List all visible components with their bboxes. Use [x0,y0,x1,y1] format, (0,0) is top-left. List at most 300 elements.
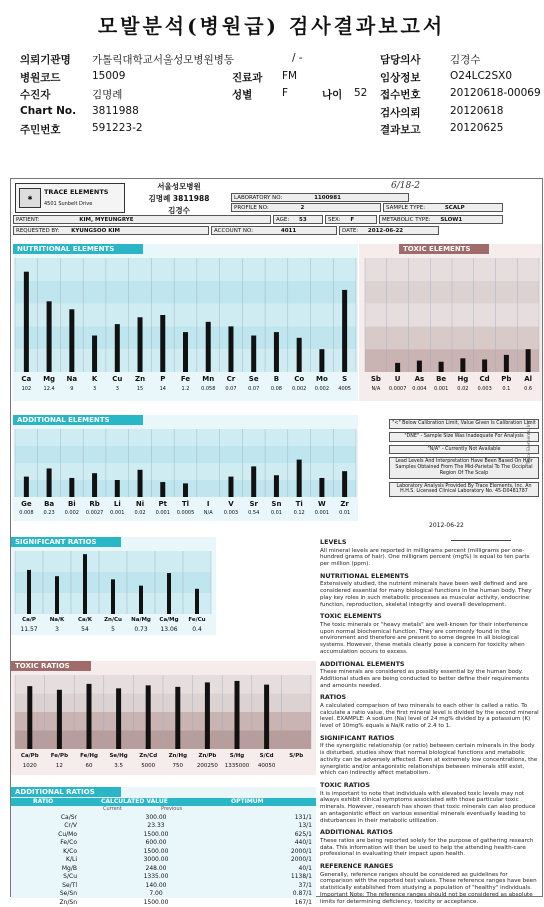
data-bar [460,358,465,372]
category-label: Na/K [49,617,65,623]
data-bar [297,338,302,372]
range-band [15,281,356,304]
header-key: 진료과 [232,71,263,84]
data-bar [297,460,302,497]
category-label: Mn [202,375,215,383]
value-label: 11.57 [20,626,38,633]
note-heading: TOXIC ELEMENTS [320,612,382,621]
data-bar [167,573,171,614]
category-label: Mo [316,375,328,383]
legend-box [389,419,539,524]
value-label: N/A [203,510,213,516]
additional-ratios-table [11,813,316,907]
data-bar [183,483,188,497]
ratio-name: Se/Sn [59,890,77,898]
ratio-row [11,847,316,856]
category-label: Na/Mg [131,617,151,623]
ratio-optimum: 131/1 [294,813,312,821]
ratio-optimum: 13/1 [298,822,312,830]
category-label: I [206,500,210,508]
header-value: O24LC2SX0 [450,69,513,82]
value-label: 0.0005 [176,510,195,516]
header-key: 성별 [232,89,253,102]
category-label: S [342,375,348,383]
header-key: 병원코드 [20,71,61,84]
range-band [15,429,356,446]
range-band [15,463,356,480]
value-label: 0.6 [524,386,533,392]
data-bar [92,473,97,497]
value-label: 0.73 [134,626,148,633]
field-label: AGE: [276,217,290,223]
data-bar [138,317,143,372]
category-label: Al [524,375,533,383]
ratio-value: 1335.00 [143,873,169,881]
value-label: 0.002 [292,386,307,392]
toxic-chart [359,244,542,401]
value-label: 0.001 [314,510,330,516]
category-label: Sb [370,375,381,383]
value-label: 200250 [196,763,218,769]
category-label: Ca [21,375,32,383]
value-label: 40050 [257,763,276,769]
data-bar [146,685,151,749]
value-label: 0.001 [433,386,449,392]
header-key: 나이 [322,89,343,102]
category-label: Pt [158,500,168,508]
value-label: 0.01 [270,510,283,516]
ratio-value: 600.00 [145,839,167,847]
category-label: Hg [457,375,469,383]
field-label: DATE: [342,228,359,234]
header-value: F [282,87,289,100]
data-bar [195,589,199,614]
stamp-line: 서울성모병원 [157,182,201,191]
value-label: 3 [55,626,59,633]
value-label: 13.06 [160,626,178,633]
toxic-section [359,244,542,401]
category-label: Fe [180,375,191,383]
field-label: LABORATORY NO: [234,195,283,201]
value-label: 54 [81,626,89,633]
category-label: As [414,375,425,383]
header-row [20,70,543,88]
header-value: 20120625 [450,122,504,135]
data-bar [83,554,87,614]
lab-no: 1100981 [314,195,341,201]
value-label: 0.003 [477,386,492,392]
data-bar [92,336,97,372]
header-key: 임상정보 [380,71,421,84]
stamp-line: 김명례 3811988 [148,194,210,203]
data-bar [69,309,74,372]
value-label: 0.02 [134,510,146,516]
additional-chart [13,415,358,521]
value-label: 12 [55,763,63,769]
legend-item: "DNE" - Sample Size Was Inadequate For Analysis [389,432,539,442]
ratio-row [11,856,316,865]
data-bar [274,332,279,372]
ratio-optimum: 40/1 [298,864,312,872]
section-title: TOXIC RATIOS [11,661,91,671]
category-label: Mg [43,375,56,383]
data-bar [116,688,121,749]
data-bar [395,363,400,372]
col-header: CALCULATED VALUE [101,798,168,805]
header-key: Chart No. [20,104,77,117]
category-label: S/Cd [259,753,274,759]
category-label: Li [113,500,121,508]
header-value: 김경수 [450,54,481,66]
field-label: REQUESTED BY: [16,228,60,234]
category-label: Ba [44,500,55,508]
ratio-name: Cr/V [64,822,77,830]
section-title: ADDITIONAL ELEMENTS [13,415,143,425]
header-value: 가톨릭대학교서울성모병원병동 [92,54,235,66]
value-label: 12.4 [43,386,55,392]
value-label: 5000 [141,763,156,769]
note-heading: NUTRITIONAL ELEMENTS [320,571,409,580]
category-label: Sr [249,500,258,508]
note-text: Generally, reference ranges should be considered as guidelines for comparison with the reported test values. These reference ranges have been statistically established from studying a population of "healthy" individuals. Important Note: The reference ranges should not be considered as absolute limits for determining deficiency, toxicity or acceptance. [320,871,537,905]
additional-section [13,415,358,521]
sub-header: Current [103,806,122,812]
data-bar [319,349,324,372]
header-value: / - [292,52,303,64]
ratio-optimum: 2000/1 [290,856,312,864]
account-no: 4011 [280,228,297,234]
note-text: It is important to note that individuals with elevated toxic levels may not always exhibit clinical symptoms associated with those particular toxic minerals. However, research has shown that toxic minerals can also produce an antagonistic effect on various essential minerals eventually leading to disturbances in their metabolic utilization. [320,790,536,824]
data-bar [526,349,531,372]
category-label: Cd [479,375,490,383]
value-label: 0.02 [457,386,469,392]
value-label: 750 [172,763,184,769]
ratio-row [11,813,316,822]
col-header: RATIO [33,798,54,805]
ratio-value: 300.00 [145,813,167,821]
category-label: S/Hg [229,753,245,759]
ratio-row [11,890,316,899]
handwritten-date: 6/18-2 [391,181,420,191]
toxic-ratios-chart [11,661,316,775]
category-label: K [91,375,98,383]
note-text: All mineral levels are reported in milligrams percent (milligrams per one-hundred grams of hair). One milligram percent (mg%) is equal to ten parts per million (ppm). [320,547,530,568]
data-bar [55,576,59,614]
data-bar [482,359,487,372]
category-label: Fe/Cu [188,617,206,623]
section-title: NUTRITIONAL ELEMENTS [13,244,143,254]
data-bar [47,468,52,497]
data-bar [228,326,233,372]
ratio-row [11,830,316,839]
data-bar [27,686,32,749]
data-bar [228,477,233,497]
metabolic-type: SLOW1 [440,217,463,223]
ratio-row [11,898,316,907]
data-bar [138,470,143,497]
data-bar [251,336,256,372]
header-key: 결과보고 [380,124,421,137]
value-label: 0.002 [64,510,79,516]
ratio-optimum: 0.87/1 [292,890,312,898]
data-bar [251,466,256,497]
data-bar [205,682,210,749]
category-label: Tl [181,500,190,508]
note-text: These ratios are being reported solely for the purpose of gathering research data. This information will then be used to help the attending health-care professional in evaluating their impact upon health. [320,837,534,858]
range-band [15,551,211,572]
sample-type: SCALP [444,205,465,211]
header-row [20,105,543,123]
sub-header: Previous [161,806,183,812]
value-label: 15 [136,386,144,392]
ratio-value: 7.00 [149,890,163,898]
value-label: 0.1 [502,386,511,392]
category-label: Cr [226,375,236,383]
value-label: 0.0007 [388,386,407,392]
data-bar [27,570,31,614]
header-value: 52 [354,87,368,100]
lab-logo-sub: 4501 Sunbelt Drive [44,201,93,207]
category-label: Zn [135,375,146,383]
legend-item: Laboratory Analysis Provided By Trace Elements, Inc. An H.H.S. Licensed Clinical Laboratory No. 45-D0481787 [389,482,539,498]
header-value: 3811988 [92,104,139,117]
ratio-name: Fe/Co [60,839,77,847]
category-label: Be [436,375,447,383]
notes-column [320,534,540,905]
value-label: 0.07 [225,386,237,392]
ratio-name: S/Cu [63,873,77,881]
value-label: 0.23 [43,510,55,516]
patient-sex: F [350,217,355,223]
value-label: 0.54 [248,510,260,516]
data-bar [183,332,188,372]
header-key: 의뢰기관명 [20,54,71,66]
ratio-name: K/Li [66,856,77,864]
header-key: 주민번호 [20,124,61,137]
ratio-row [11,881,316,890]
data-bar [111,579,115,614]
data-bar [160,482,165,497]
nutritional-section [13,244,358,401]
ratio-name: Zn/Sn [59,898,77,906]
ratio-row [11,873,316,882]
header-key: 담당의사 [380,54,421,66]
header-value: 20120618-00069 [450,87,541,100]
value-label: 3.5 [114,763,123,769]
note-text: The toxic minerals or "heavy metals" are well-known for their interference upon normal biochemical function. They are commonly found in the environment and therefore are present to some degree in all biological systems. However, these metals clearly pose a concern for toxicity when accumulation occurs to excess. [320,621,529,655]
lab-logo-icon: ✱ [19,188,41,208]
ratio-value: 1500.00 [143,898,169,906]
section-title: ADDITIONAL RATIOS [11,787,121,797]
category-label: S/Pb [289,753,304,759]
header-row [20,87,543,105]
category-label: Fe/Pb [50,753,69,759]
note-text: Extensively studied, the nutrient minerals have been well defined and are considered essential for many biological functions in the human body. They play key roles in such metabolic processes as muscular activity, endocrine function, reproduction, skeletal integrity and overall development. [320,581,532,608]
nutritional-chart [13,244,358,401]
note-heading: ADDITIONAL RATIOS [320,828,393,837]
ratio-value: 248.00 [145,864,167,872]
data-bar [342,471,347,497]
lab-report-sheet [10,178,543,906]
note-text: A calculated comparison of two minerals to each other is called a ratio. To calculate a ratio value, the first mineral level is divided by the second mineral level. EXAMPLE: A sodium (Na) level of 24 mg% divided by a potassium (K) level of 10mg% equals a Na/K ratio of 2.4 to 1. [320,702,539,730]
category-label: Rb [89,500,100,508]
value-label: 14 [159,386,166,392]
header-value: 20120618 [450,104,504,117]
patient-name: KIM, MYEUNGRYE [79,217,134,223]
note-heading: TOXIC RATIOS [320,781,370,789]
ratio-optimum: 167/1 [294,898,312,906]
value-label: 0.4 [192,626,202,633]
category-label: Zn/Cu [104,617,122,623]
category-label: Ca/P [22,617,36,623]
data-bar [504,355,509,372]
note-text: These minerals are considered as possibly essential by the human body. Additional studies are being conducted to better define their requirements and amounts needed. [320,669,529,689]
data-bar [57,690,62,749]
value-label: 60 [85,763,93,769]
field-label: PATIENT: [16,217,40,223]
header-value: 15009 [92,69,126,82]
category-label: U [394,375,401,383]
data-bar [417,361,422,372]
category-label: Bi [67,500,76,508]
range-band [15,446,356,463]
field-label: SAMPLE TYPE: [386,205,426,211]
category-label: Zn/Cd [139,753,158,759]
data-bar [264,685,269,749]
ratio-row [11,864,316,873]
ratio-row [11,822,316,831]
data-bar [206,322,211,372]
note-text: If the synergistic relationship (or ratio) between certain minerals in the body is disturbed, studies show that normal biological functions and metabolic activity can be adversely affected. Even at extremely low concentrations, the synergistic and/or antagonistic relationships between minerals still exist, which can indirectly affect metabolism. [320,743,538,777]
data-bar [24,477,29,497]
data-bar [439,362,444,372]
value-label: 0.07 [248,386,260,392]
value-label: 0.01 [339,510,351,516]
note-heading: LEVELS [320,538,347,546]
ratio-table-header [11,798,316,806]
requested-by: KYUNGSOO KIM [71,228,120,234]
value-label: 0.002 [314,386,330,392]
legend-date: 2012-06-22 [429,522,464,529]
data-bar [342,290,347,372]
ratio-value: 23.33 [147,822,165,830]
col-header: OPTIMUM [231,798,264,805]
field-label: METABOLIC TYPE: [382,217,431,223]
value-label: 0.001 [155,510,170,516]
category-label: Pb [501,375,512,383]
ratio-name: Mg/B [61,864,77,872]
legend-item: "N/A" - Currently Not Available [389,445,539,455]
additional-ratios-section [11,787,316,906]
patient-info-grid [11,193,544,241]
value-label: 102 [21,386,32,392]
header-value: 591223-2 [92,122,143,135]
profile-no: 2 [300,205,305,211]
data-bar [69,478,74,497]
ratio-name: K/Co [63,847,77,855]
legend-item: Lead Levels And Interpretation Have Been Based On Hair Samples Obtained From The Mid-Parietal To The Occipital Region Of The Scalp [389,457,539,478]
field-label: PROFILE NO: [234,205,269,211]
field-label: ACCOUNT NO: [214,228,254,234]
category-label: Zr [340,500,349,508]
ratio-name: Se/Tl [62,881,77,889]
data-bar [319,478,324,497]
section-title: SIGNIFICANT RATIOS [11,537,121,547]
header-key: 접수번호 [380,89,421,102]
report-date: 2012-06-22 [367,228,404,234]
category-label: Ti [295,500,303,508]
data-bar [139,586,143,614]
value-label: 0.0027 [85,510,104,516]
ratio-value: 140.00 [145,881,167,889]
category-label: Se [248,375,259,383]
range-band [15,258,356,281]
category-label: Co [294,375,305,383]
stamp-line: 김경수 [168,206,190,215]
significant-ratios-chart [11,537,216,635]
ratio-value: 1500.00 [143,830,169,838]
header-value: FM [282,69,298,82]
report-title: 모발분석(병원급) 검사결과보고서 [97,14,446,38]
value-label: 0.08 [270,386,283,392]
category-label: Ni [135,500,145,508]
header-key: 수진자 [20,89,51,102]
category-label: Ca/Mg [159,617,179,623]
data-bar [175,687,180,749]
toxic-ratios-section [11,661,316,775]
category-label: P [160,375,166,383]
data-bar [160,315,165,372]
data-bar [235,681,240,749]
value-label: 0.001 [110,510,125,516]
data-bar [115,480,120,497]
value-label: N/A [371,386,381,392]
value-label: 3 [92,386,97,392]
category-label: Na [66,375,78,383]
header-value: 김명례 [92,89,123,102]
note-heading: SIGNIFICANT RATIOS [320,733,395,742]
value-label: 1020 [22,763,37,769]
ratio-optimum: 440/1 [294,839,312,847]
category-label: Zn/Pb [198,753,217,759]
category-label: Ca/Pb [20,753,39,759]
lab-logo-text: TRACE ELEMENTS [44,188,109,196]
field-label: SEX: [328,217,341,223]
patient-age: 53 [299,217,307,223]
legend-item: "<" Below Calibration Limit, Value Given Is Calibration Limit [389,419,539,429]
note-heading: REFERENCE RANGES [320,862,394,870]
range-band [15,304,356,327]
header-row [20,52,543,70]
note-heading: ADDITIONAL ELEMENTS [320,659,405,668]
ratio-name: Ca/Sr [60,813,77,821]
ratio-optimum: 625/1 [294,830,312,838]
value-label: 9 [70,386,74,392]
header-key: 검사의뢰 [380,106,421,119]
value-label: 1.2 [181,386,190,392]
value-label: 1335000 [224,763,250,769]
category-label: Cu [112,375,123,383]
ratio-table-subheader [11,806,316,813]
value-label: 0.004 [412,386,427,392]
ratio-optimum: 37/1 [298,881,312,889]
category-label: W [318,500,326,508]
value-label: 0.058 [201,386,216,392]
side-note: Trace Elements, Inc. [527,419,532,465]
significant-ratios-section [11,537,216,635]
category-label: Ge [21,500,32,508]
ratio-value: 3000.00 [143,856,169,864]
